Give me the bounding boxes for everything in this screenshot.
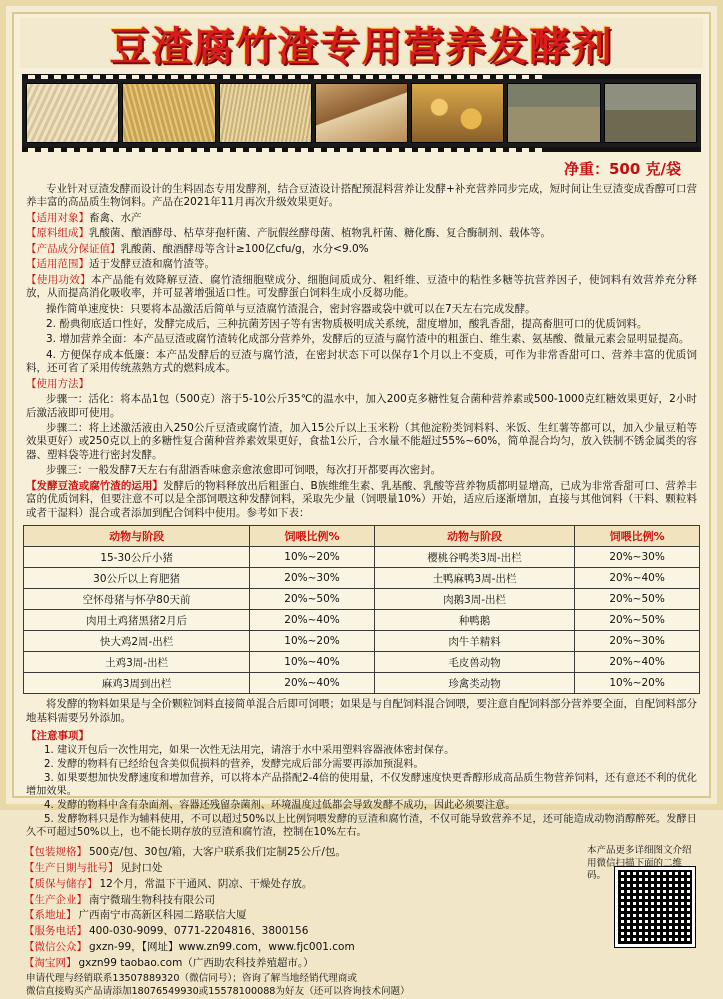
table-row — [24, 631, 700, 652]
filmstrip-sprockets-top — [22, 74, 701, 79]
th-animal-stage-right: 动物与阶段 — [374, 526, 574, 547]
photo-filmstrip — [22, 74, 701, 152]
filmstrip-sprockets-bottom — [22, 147, 701, 152]
table-row — [24, 589, 700, 610]
section-target-text: 畜禽、水产 — [89, 211, 142, 224]
feeding-ratio-table — [23, 525, 700, 694]
cell-ratio: 20%~40% — [250, 610, 375, 631]
footer-val-phone[interactable]: 400-030-9099、0771-2204816、3800156 — [89, 925, 309, 938]
usage-step-3: 步骤三：一般发酵7天左右有甜酒香味愈亲愈浓愈即可饲喂，每次打开都要再次密封。 — [46, 464, 442, 477]
cell-animal: 麻鸡3周到出栏 — [24, 673, 250, 694]
footer-val-manufacturer: 南宁微瑞生物科技有限公司 — [89, 893, 215, 906]
cell-ratio: 20%~30% — [250, 568, 375, 589]
notes-list — [26, 744, 697, 839]
th-ratio-left: 饲喂比例% — [250, 526, 375, 547]
footer-key-manufacturer: 【生产企业】 — [24, 893, 87, 906]
footer-row-manufacturer — [24, 893, 699, 909]
footer-key-package: 【包装规格】 — [24, 846, 87, 859]
section-scope-label: 【适用范围】 — [26, 258, 89, 271]
intro-paragraph: 专业针对豆渣发酵而设计的生料固态专用发酵剂，结合豆渣设计搭配预混料营养让发酵+补充营养同步完成，短时间让生豆渣变成香醇可口营养丰富的高品质生物饲料。产品在2021年11月再次升级效果更好。 — [26, 183, 697, 209]
net-weight: 净重：500 克/袋 — [563, 160, 681, 178]
single-use-paragraph — [26, 480, 697, 520]
table-row — [24, 547, 700, 568]
table-head — [24, 526, 700, 547]
single-use-label: 【发酵豆渣或腐竹渣的运用】 — [26, 479, 163, 492]
cell-animal-2: 珍禽类动物 — [374, 673, 574, 694]
cell-animal: 空怀母猪与怀孕80天前 — [24, 589, 250, 610]
photo-frame-chickens — [411, 83, 504, 143]
agent-line-2: 微信直接购买产品请添加18076549930或15578100088为好友（还可以咨询技术问题） — [26, 986, 410, 998]
photo-frame-dried-residue — [219, 83, 312, 143]
photo-frame-fermented-feed — [122, 83, 215, 143]
section-effects-text: 本产品能有效降解豆渣、腐竹渣细胞壁成分、细胞间质成分、粗纤维、豆渣中的粘性多糖等抗营养因子，使饲料有效营养充分释放，从而提高消化吸收率，并可显著增强适口性。可发酵蛋白饲料生成小反芻功能。 — [26, 273, 697, 300]
footer-val-package: 500克/包、30包/箱，大客户联系我们定制25公斤/包。 — [89, 846, 346, 859]
body-text — [14, 179, 709, 520]
cell-animal-2: 毛皮兽动物 — [374, 652, 574, 673]
notes-label: 【注意事项】 — [26, 729, 89, 742]
footer-key-wechat: 【微信公众】 — [24, 940, 87, 953]
single-use-text: 发酵后的物料释放出后粗蛋白、B族维维生素、乳基酸、乳酸等营养物质都明显增高，已成为非常香甜可口、营养丰富的优质饲料，但要注意不可以是全部饲喂这种发酵饲料，采取先少量（饲喂量10%）开始，适应后逐渐增加，直接与其他饲料（干料、颗粒料或者干湿料）混合或者添加到配合饲料中使用。参考如下表： — [26, 479, 698, 519]
th-animal-stage-left: 动物与阶段 — [24, 526, 250, 547]
cell-animal: 30公斤以上育肥猪 — [24, 568, 250, 589]
cell-ratio-2: 20%~30% — [575, 631, 700, 652]
note-item: 2. 发酵的物料有已经给包含美似侃损料的营养，发酵完成后部分需要再添加预混料。 — [44, 758, 424, 770]
cell-ratio: 20%~50% — [250, 589, 375, 610]
usage-title — [26, 378, 697, 391]
footer-key-storage: 【质保与储存】 — [24, 877, 98, 890]
footer-val-storage: 12个月，常温下干通风、阴凉、干燥处存放。 — [99, 877, 313, 890]
cell-ratio-2: 20%~40% — [575, 568, 700, 589]
bullet-2: 2. 酚典彻底适口性好，发酵完成后，三种抗菌芳因子等有害物质极明成关系统，甜度增加，酸乳香甜，提高畜胆可口的优质饲料。 — [46, 317, 648, 330]
notes-section — [14, 698, 709, 839]
table-row — [24, 568, 700, 589]
section-effects — [26, 274, 697, 301]
section-ingredients-label: 【原料组成】 — [26, 227, 89, 240]
footer-info — [24, 845, 699, 971]
cell-ratio-2: 20%~40% — [575, 652, 700, 673]
cell-animal-2: 土鸭麻鸭3周-出栏 — [374, 568, 574, 589]
table-row — [24, 652, 700, 673]
cell-animal: 肉用土鸡猪黑猪2月后 — [24, 610, 250, 631]
cell-animal: 15-30公斤小猪 — [24, 547, 250, 568]
footer-row-phone[interactable] — [24, 924, 699, 940]
footer-row-taobao[interactable] — [24, 956, 699, 972]
bullet-4: 4. 方便保存成本低廉：本产品发酵后的豆渣与腐竹渣，在密封状态下可以保存1个月以上不变质，可作为非常香甜可口、营养丰富的优质饲料，还可省了采用传统蒸熟方式的燃料成本。 — [26, 348, 697, 375]
usage-step-1: 步骤一：活化：将本品1包（500克）溶于5-10公斤35℃的温水中，加入200克多糖性复合菌种营养素或500-1000克红糖效果更好，2小时后激活液即可使用。 — [26, 393, 697, 419]
note-item: 3. 如果要想加快发酵速度和增加营养，可以将本产品搭配2-4倍的使用量，不仅发酵速度快更香醇形成高品质生物营养饲料，还有意还不利的优化增加效果。 — [26, 773, 697, 798]
section-scope-text: 适于发酵豆渣和腐竹渣等。 — [89, 258, 215, 271]
section-composition — [26, 243, 697, 256]
footer-row-address — [24, 908, 699, 924]
cell-ratio-2: 20%~50% — [575, 589, 700, 610]
table-row — [24, 673, 700, 694]
note-item: 1. 建议开包后一次性用完，如果一次性无法用完，请溶于水中采用塑料容器液体密封保存。 — [44, 744, 455, 756]
footer-val-batch: 见封口处 — [120, 862, 163, 875]
cell-ratio-2: 20%~30% — [575, 547, 700, 568]
footer-key-phone: 【服务电话】 — [24, 925, 87, 938]
cell-animal-2: 肉鹅3周-出栏 — [374, 589, 574, 610]
section-effects-label: 【使用功效】 — [26, 273, 91, 286]
cell-animal: 快大鸡2周-出栏 — [24, 631, 250, 652]
footer-key-address: 【系地址】 — [24, 909, 77, 922]
cell-ratio: 10%~20% — [250, 631, 375, 652]
footer-row-wechat[interactable] — [24, 940, 699, 956]
cell-animal-2: 肉牛羊精料 — [374, 631, 574, 652]
photo-frame-soy-pulp — [26, 83, 119, 143]
section-composition-label: 【产品成分保证值】 — [26, 242, 121, 255]
cell-ratio-2: 10%~20% — [575, 673, 700, 694]
section-ingredients — [26, 227, 697, 240]
table-row — [24, 610, 700, 631]
table-body — [24, 547, 700, 694]
cell-animal-2: 樱桃谷鸭类3周-出栏 — [374, 547, 574, 568]
photo-frame-pigs — [507, 83, 600, 143]
section-target-label: 【适用对象】 — [26, 211, 89, 224]
after-table-paragraph: 将发酵的物料如果是与全价颗粒饲料直接简单混合后即可饲喂；如果是与自配饲料混合饲喂，要注意自配饲料部分营养要全面，自配饲料部分地基料需要另外添加。 — [26, 698, 697, 724]
cell-ratio: 10%~20% — [250, 547, 375, 568]
note-item: 5. 发酵物料只是作为辅料使用，不可以超过50%以上比例饲喂发酵的豆渣和腐竹渣，不仅可能导致营养不足，还可能造成动物消醇醉死。发酵日久不可超过50%以上，也不能长期存放的豆渣和腐竹渣，控制在10%左右。 — [26, 814, 697, 839]
steps-title: 操作简单速度快：只要将本品激活后简单与豆渣腐竹渣混合，密封容器或袋中就可以在7天左右完成发酵。 — [46, 302, 536, 315]
table-header-row — [24, 526, 700, 547]
usage-title-label: 【使用方法】 — [26, 377, 89, 390]
footer-val-wechat[interactable]: gxzn-99，【网址】www.zn99.com，www.fjc001.com — [89, 940, 355, 953]
cell-ratio: 10%~40% — [250, 652, 375, 673]
agent-line-1: 申请代理与经销联系13507889320（微信同号）；咨询了解当地经销代理商或 — [26, 973, 357, 985]
section-target — [26, 212, 697, 225]
footer-val-address: 广西南宁市高新区科园二路联信大厦 — [78, 909, 247, 922]
cell-ratio-2: 20%~50% — [575, 610, 700, 631]
photo-frame-cattle — [604, 83, 697, 143]
cell-animal: 土鸡3周-出栏 — [24, 652, 250, 673]
th-ratio-right: 饲喂比例% — [575, 526, 700, 547]
page-title: 豆渣腐竹渣专用营养发酵剂 — [109, 23, 614, 70]
cell-ratio: 20%~40% — [250, 673, 375, 694]
footer-key-taobao: 【淘宝网】 — [24, 956, 77, 969]
bullet-3: 3. 增加营养全面：本产品豆渣或腐竹渣转化成部分营养外，发酵后的豆渣与腐竹渣中的粗蛋白、维生素、氨基酸、微量元素会显明显提高。 — [46, 333, 690, 346]
section-ingredients-text: 乳酸菌、酿酒酵母、枯草芽孢杆菌、产朊假丝酵母菌、植物乳杆菌、糖化酶、复合酶制剂、载体等。 — [89, 227, 551, 240]
usage-step-2: 步骤二：将上述激活液由入250公斤豆渣或腐竹渣，加入15公斤以上玉米粉（其他淀粉类饲料料、米饭、生红薯等都可以，加入少量豆粕等效果更好）或250克以上的多糖性复合菌种营养素效果更好，食盐1公斤，合水量不能超过55%~60%，简单混合均匀，放入铁制不锈金属类的容器、塑料袋等进行密封发酵。 — [26, 422, 697, 461]
agent-contact-block — [14, 971, 709, 999]
label-inner-border — [12, 12, 711, 998]
note-item: 4. 发酵的物料中含有杂面剂、容器还残留杂菌剂、环境温度过低都会导致发酵不成功，因此必须要注意。 — [44, 800, 516, 812]
photo-frame-mixing — [315, 83, 408, 143]
section-scope — [26, 258, 697, 271]
footer-key-batch: 【生产日期与批号】 — [24, 862, 119, 875]
section-composition-text: 乳酸菌、酿酒酵母等含计≥100亿cfu/g，水分<9.0% — [120, 242, 369, 255]
footer-val-taobao[interactable]: gxzn99 taobao.com（广西助农科技养殖超市。） — [78, 956, 314, 969]
qr-caption: 本产品更多详细图文介绍用微信扫描下面的二维码。 — [587, 845, 692, 881]
cell-animal-2: 种鸭鹅 — [374, 610, 574, 631]
title-band — [20, 18, 703, 68]
